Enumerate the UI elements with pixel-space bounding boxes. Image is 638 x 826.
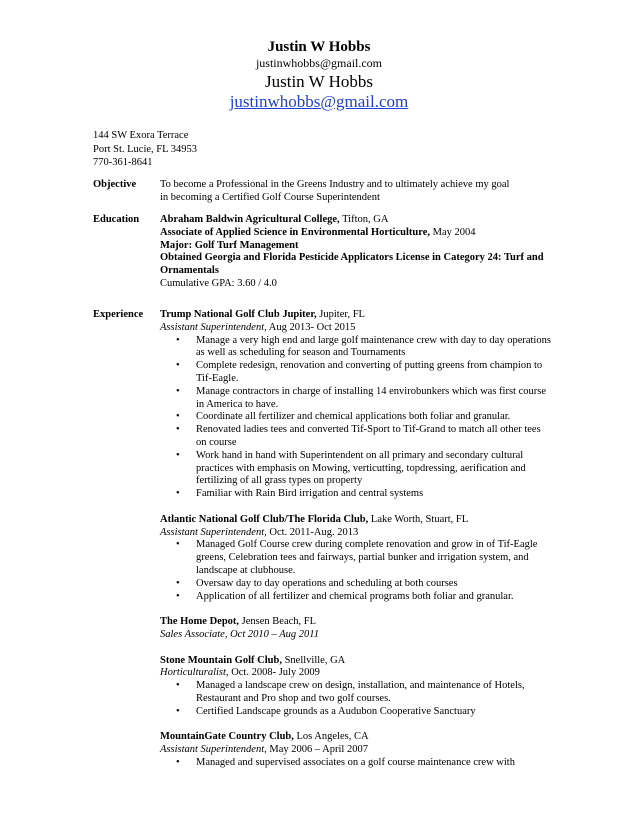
header-email-small: justinwhobbs@gmail.com: [255, 56, 383, 70]
objective-text: [160, 179, 552, 205]
job-title-line: [160, 527, 552, 540]
address-street: 144 SW Exora Terrace: [93, 130, 189, 141]
job-title: Horticulturalist,: [160, 667, 229, 679]
job-employer: Trump National Golf Club Jupiter,: [160, 309, 317, 320]
list-item: [160, 335, 552, 361]
header-email-link[interactable]: justinwhobbs@gmail.com: [229, 92, 409, 111]
bullet-icon: •: [176, 411, 180, 423]
objective-line-2: in becoming a Certified Golf Course Superintendent: [160, 191, 380, 203]
header-name-large: Justin W Hobbs: [264, 72, 373, 91]
list-item: [160, 757, 552, 770]
bullet-icon: •: [176, 680, 180, 692]
job-entry: [160, 655, 552, 719]
job-duties-list: [160, 539, 552, 603]
experience-label: Experience: [93, 309, 144, 320]
job-title-line: [160, 744, 552, 757]
job-location: Lake Worth, Stuart, FL: [368, 513, 469, 525]
duty-text: Familiar with Rain Bird irrigation and central systems: [196, 488, 424, 500]
job-title-line: [160, 667, 552, 680]
job-duties-list: [160, 757, 552, 770]
experience-block: [160, 309, 552, 782]
list-item: [160, 706, 552, 719]
list-item: [160, 591, 552, 604]
list-item: [160, 450, 552, 488]
job-title: Sales Associate,: [160, 628, 228, 640]
address-city: Port St. Lucie, FL 34953: [93, 143, 198, 155]
job-title: Assistant Superintendent,: [160, 526, 267, 538]
job-title: Assistant Superintendent,: [160, 744, 267, 756]
job-dates: Oct 2010 – Aug 2011: [227, 628, 319, 640]
job-title-line: [160, 322, 552, 335]
job-dates: May 2006 – April 2007: [266, 744, 368, 756]
duty-text: Certified Landscape grounds as a Audubon Cooperative Sanctuary: [196, 705, 476, 717]
education-gpa: Cumulative GPA: 3.60 / 4.0: [160, 277, 277, 289]
duty-text: Complete redesign, renovation and converting of putting greens from champion to Tif-Eagle.: [196, 360, 543, 384]
bullet-icon: •: [176, 539, 180, 551]
education-school-name: Abraham Baldwin Agricultural College,: [160, 214, 340, 225]
bullet-icon: •: [176, 705, 180, 717]
job-dates: Aug 2013- Oct 2015: [266, 321, 356, 333]
job-dates: Oct. 2008- July 2009: [228, 667, 320, 679]
bullet-icon: •: [176, 334, 180, 346]
job-entry: [160, 514, 552, 604]
education-school-location: Tifton, GA: [339, 214, 389, 225]
list-item: [160, 360, 552, 386]
list-item: [160, 424, 552, 450]
list-item: [160, 680, 552, 706]
list-item: [160, 488, 552, 501]
education-label: Education: [93, 214, 140, 225]
job-employer-line: [160, 309, 552, 322]
job-location: Snellville, GA: [281, 654, 346, 666]
education-degree-date: May 2004: [429, 226, 476, 238]
education-block: [160, 214, 552, 291]
objective-label: Objective: [93, 179, 137, 190]
duty-text: Oversaw day to day operations and scheduling at both courses: [196, 577, 458, 589]
job-employer: Atlantic National Golf Club/The Florida Club,: [160, 513, 369, 525]
duty-text: Renovated ladies tees and converted Tif-Sport to Tif-Grand to match all other tees on course: [196, 424, 541, 448]
bullet-icon: •: [176, 385, 180, 397]
job-title: Assistant Superintendent,: [160, 321, 267, 333]
job-employer: The Home Depot,: [160, 616, 240, 628]
list-item: [160, 539, 552, 577]
job-title-line: [160, 629, 552, 642]
header-name-small: Justin W Hobbs: [267, 39, 371, 55]
job-entry: [160, 731, 552, 769]
education-license-line-2: Ornamentals: [160, 265, 219, 277]
duty-text: Manage contractors in charge of installing 14 envirobunkers which was first course in America to have.: [196, 385, 546, 410]
job-employer: Stone Mountain Golf Club,: [160, 654, 282, 666]
job-location: Jensen Beach, FL: [239, 616, 317, 628]
education-degree-name: Associate of Applied Science in Environmental Horticulture,: [160, 226, 430, 238]
job-employer-line: [160, 655, 552, 668]
list-item: [160, 411, 552, 424]
bullet-icon: •: [176, 424, 180, 436]
bullet-icon: •: [176, 577, 180, 589]
bullet-icon: •: [176, 756, 180, 768]
duty-text: Manage a very high end and large golf maintenance crew with day to day operations as well as scheduling for season and Tournaments: [196, 334, 551, 359]
job-employer-line: [160, 616, 552, 629]
duty-text: Managed Golf Course crew during complete renovation and grow in of Tif-Eagle greens, Celebration tees and fairways, partial bunker and irrigation system, and landscape at clubhouse.: [196, 539, 538, 576]
address-block: [93, 129, 197, 170]
address-phone: 770-361-8641: [93, 157, 153, 168]
job-employer-line: [160, 731, 552, 744]
education-license-line-1: Obtained Georgia and Florida Pesticide Applicators License in Category 24: Turf and: [160, 252, 544, 264]
duty-text: Coordinate all fertilizer and chemical applications both foliar and granular.: [196, 411, 511, 423]
job-entry: [160, 616, 552, 642]
job-employer: MountainGate Country Club,: [160, 731, 294, 743]
duty-text: Managed and supervised associates on a golf course maintenance crew with: [196, 756, 515, 768]
duty-text: Work hand in hand with Superintendent on all primary and secondary cultural practices with emphasis on Mowing, verticutting, topdressing, aerification and fertilizing of all grass types on property: [196, 449, 526, 487]
job-dates: Oct. 2011-Aug. 2013: [266, 526, 359, 538]
job-location: Jupiter, FL: [316, 309, 365, 320]
bullet-icon: •: [176, 488, 180, 500]
duty-text: Application of all fertilizer and chemical programs both foliar and granular.: [196, 590, 514, 602]
job-duties-list: [160, 680, 552, 718]
job-location: Los Angeles, CA: [293, 731, 369, 743]
bullet-icon: •: [176, 449, 180, 461]
list-item: [160, 578, 552, 591]
bullet-icon: •: [176, 360, 180, 372]
job-duties-list: [160, 335, 552, 501]
education-school: [160, 214, 552, 227]
objective-line-1: To become a Professional in the Greens Industry and to ultimately achieve my goal: [160, 179, 510, 190]
duty-text: Managed a landscape crew on design, installation, and maintenance of Hotels, Restaurant and Pro shop and two golf courses.: [196, 680, 525, 704]
bullet-icon: •: [176, 590, 180, 602]
education-major: Major: Golf Turf Management: [160, 239, 299, 251]
education-degree: [160, 227, 552, 240]
job-employer-line: [160, 514, 552, 527]
job-entry: [160, 309, 552, 501]
list-item: [160, 386, 552, 412]
